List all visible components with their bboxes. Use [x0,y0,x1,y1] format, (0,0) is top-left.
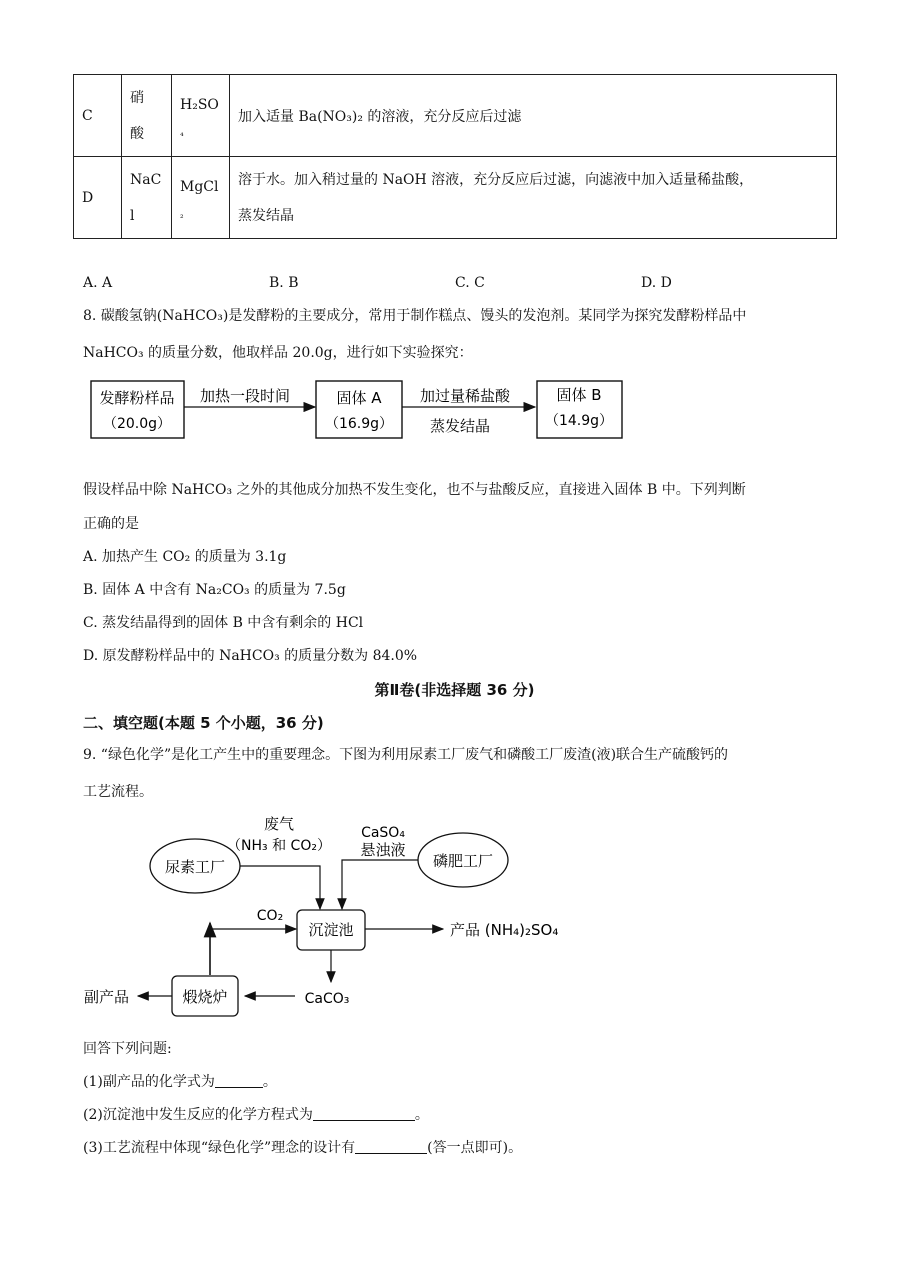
table-cell-substance [122,157,172,239]
table-cell-option: D [74,157,122,239]
q8-option-a[interactable]: A. 加热产生 CO₂ 的质量为 3.1g [83,549,287,565]
flow-box-solid-a-label: 固体 A [336,389,382,407]
substance-text: 酸 [130,125,144,142]
flow-arrow [342,860,418,909]
table-cell-method [230,75,837,157]
q9-process-diagram [80,810,600,1030]
settling-tank-label: 沉淀池 [308,921,354,939]
q9-sub-question-1 [83,1072,277,1092]
options-table [73,74,837,239]
impurity-text: H₂SO [180,96,219,113]
q7-option-b[interactable]: B. B [269,275,299,291]
answer-blank[interactable] [313,1106,415,1121]
q7-option-a[interactable]: A. A [83,275,113,291]
q9-sub-question-3 [83,1138,522,1158]
substance-text: 硝 [130,89,144,106]
table-cell-option: C [74,75,122,157]
q8-option-d[interactable]: D. 原发酵粉样品中的 NaHCO₃ 的质量分数为 84.0% [83,648,418,664]
waste-gas-formula: （NH₃ 和 CO₂） [227,838,331,854]
question-end: 。 [414,1107,429,1123]
q8-assumption: 假设样品中除 NaHCO₃ 之外的其他成分加热不发生变化，也不与盐酸反应，直接进入固体 B 中。下列判断 [83,482,746,498]
table-cell-impurity [172,75,230,157]
flow-box-sample-label: 发酵粉样品 [99,389,175,407]
flow-arrow [240,866,320,909]
flow-box-solid-a-mass: （16.9g） [324,416,394,432]
flow-box-solid-b-label: 固体 B [556,386,602,404]
answer-blank[interactable] [215,1073,263,1088]
substance-text: NaC [130,171,162,188]
suspension-label: 悬浊液 [360,841,406,859]
q7-option-c[interactable]: C. C [455,275,485,291]
method-text: 蒸发结晶 [238,207,294,224]
q8-option-b[interactable]: B. 固体 A 中含有 Na₂CO₃ 的质量为 7.5g [83,582,346,598]
table-cell-substance [122,75,172,157]
table-row [74,75,837,157]
caso4-label: CaSO₄ [361,825,405,841]
substance-text: l [130,207,135,224]
q8-flow-diagram [80,370,640,450]
question-text: (2)沉淀池中发生反应的化学方程式为 [83,1107,313,1123]
co2-label: CO₂ [256,908,284,924]
q9-answer-intro: 回答下列问题: [83,1041,172,1057]
part-title: 二、填空题(本题 5 个小题，36 分) [83,714,324,732]
flow-arrow-label: 加热一段时间 [199,387,291,405]
q9-sub-question-2 [83,1105,429,1125]
answer-blank[interactable] [355,1139,427,1154]
q8-assumption: 正确的是 [83,516,139,532]
q9-stem: 9. “绿色化学”是化工产生中的重要理念。下图为利用尿素工厂废气和磷酸工厂废渣(液)联合生产硫酸钙的 [83,747,729,763]
question-end: (答一点即可)。 [427,1140,523,1156]
q8-stem: 8. 碳酸氢钠(NaHCO₃)是发酵粉的主要成分，常用于制作糕点、馒头的发泡剂。某同学为探究发酵粉样品中 [83,308,747,324]
question-text: (3)工艺流程中体现“绿色化学”理念的设计有 [83,1140,356,1156]
method-text: 溶于水。加入稍过量的 NaOH 溶液，充分反应后过滤，向滤液中加入适量稀盐酸， [238,171,754,188]
table-cell-method [230,157,837,239]
byproduct-label: 副产品 [84,988,130,1006]
waste-gas-label: 废气 [263,815,295,833]
product-label: 产品 (NH₄)₂SO₄ [450,921,559,939]
table-row [74,157,837,239]
question-end: 。 [262,1074,277,1090]
impurity-text: MgCl [180,178,219,195]
urea-factory-label: 尿素工厂 [164,858,226,876]
q8-option-c[interactable]: C. 蒸发结晶得到的固体 B 中含有剩余的 HCl [83,615,364,631]
caco3-label: CaCO₃ [304,991,350,1007]
q9-stem: 工艺流程。 [83,784,153,800]
question-text: (1)副产品的化学式为 [83,1074,215,1090]
phosphate-factory-label: 磷肥工厂 [432,852,494,870]
q7-option-d[interactable]: D. D [641,275,672,291]
flow-box-sample-mass: （20.0g） [102,416,172,432]
impurity-text: ₄ [180,128,184,139]
table-cell-impurity [172,157,230,239]
flow-arrow-label: 加过量稀盐酸 [419,387,511,405]
furnace-label: 煅烧炉 [182,988,228,1006]
section-title: 第Ⅱ卷(非选择题 36 分) [374,681,535,699]
impurity-text: ₂ [180,210,184,221]
q8-stem: NaHCO₃ 的质量分数，他取样品 20.0g，进行如下实验探究： [83,345,473,361]
method-text: 加入适量 Ba(NO₃)₂ 的溶液，充分反应后过滤 [238,108,522,125]
flow-arrow-label: 蒸发结晶 [429,417,491,435]
flow-box-solid-b-mass: （14.9g） [544,413,614,429]
